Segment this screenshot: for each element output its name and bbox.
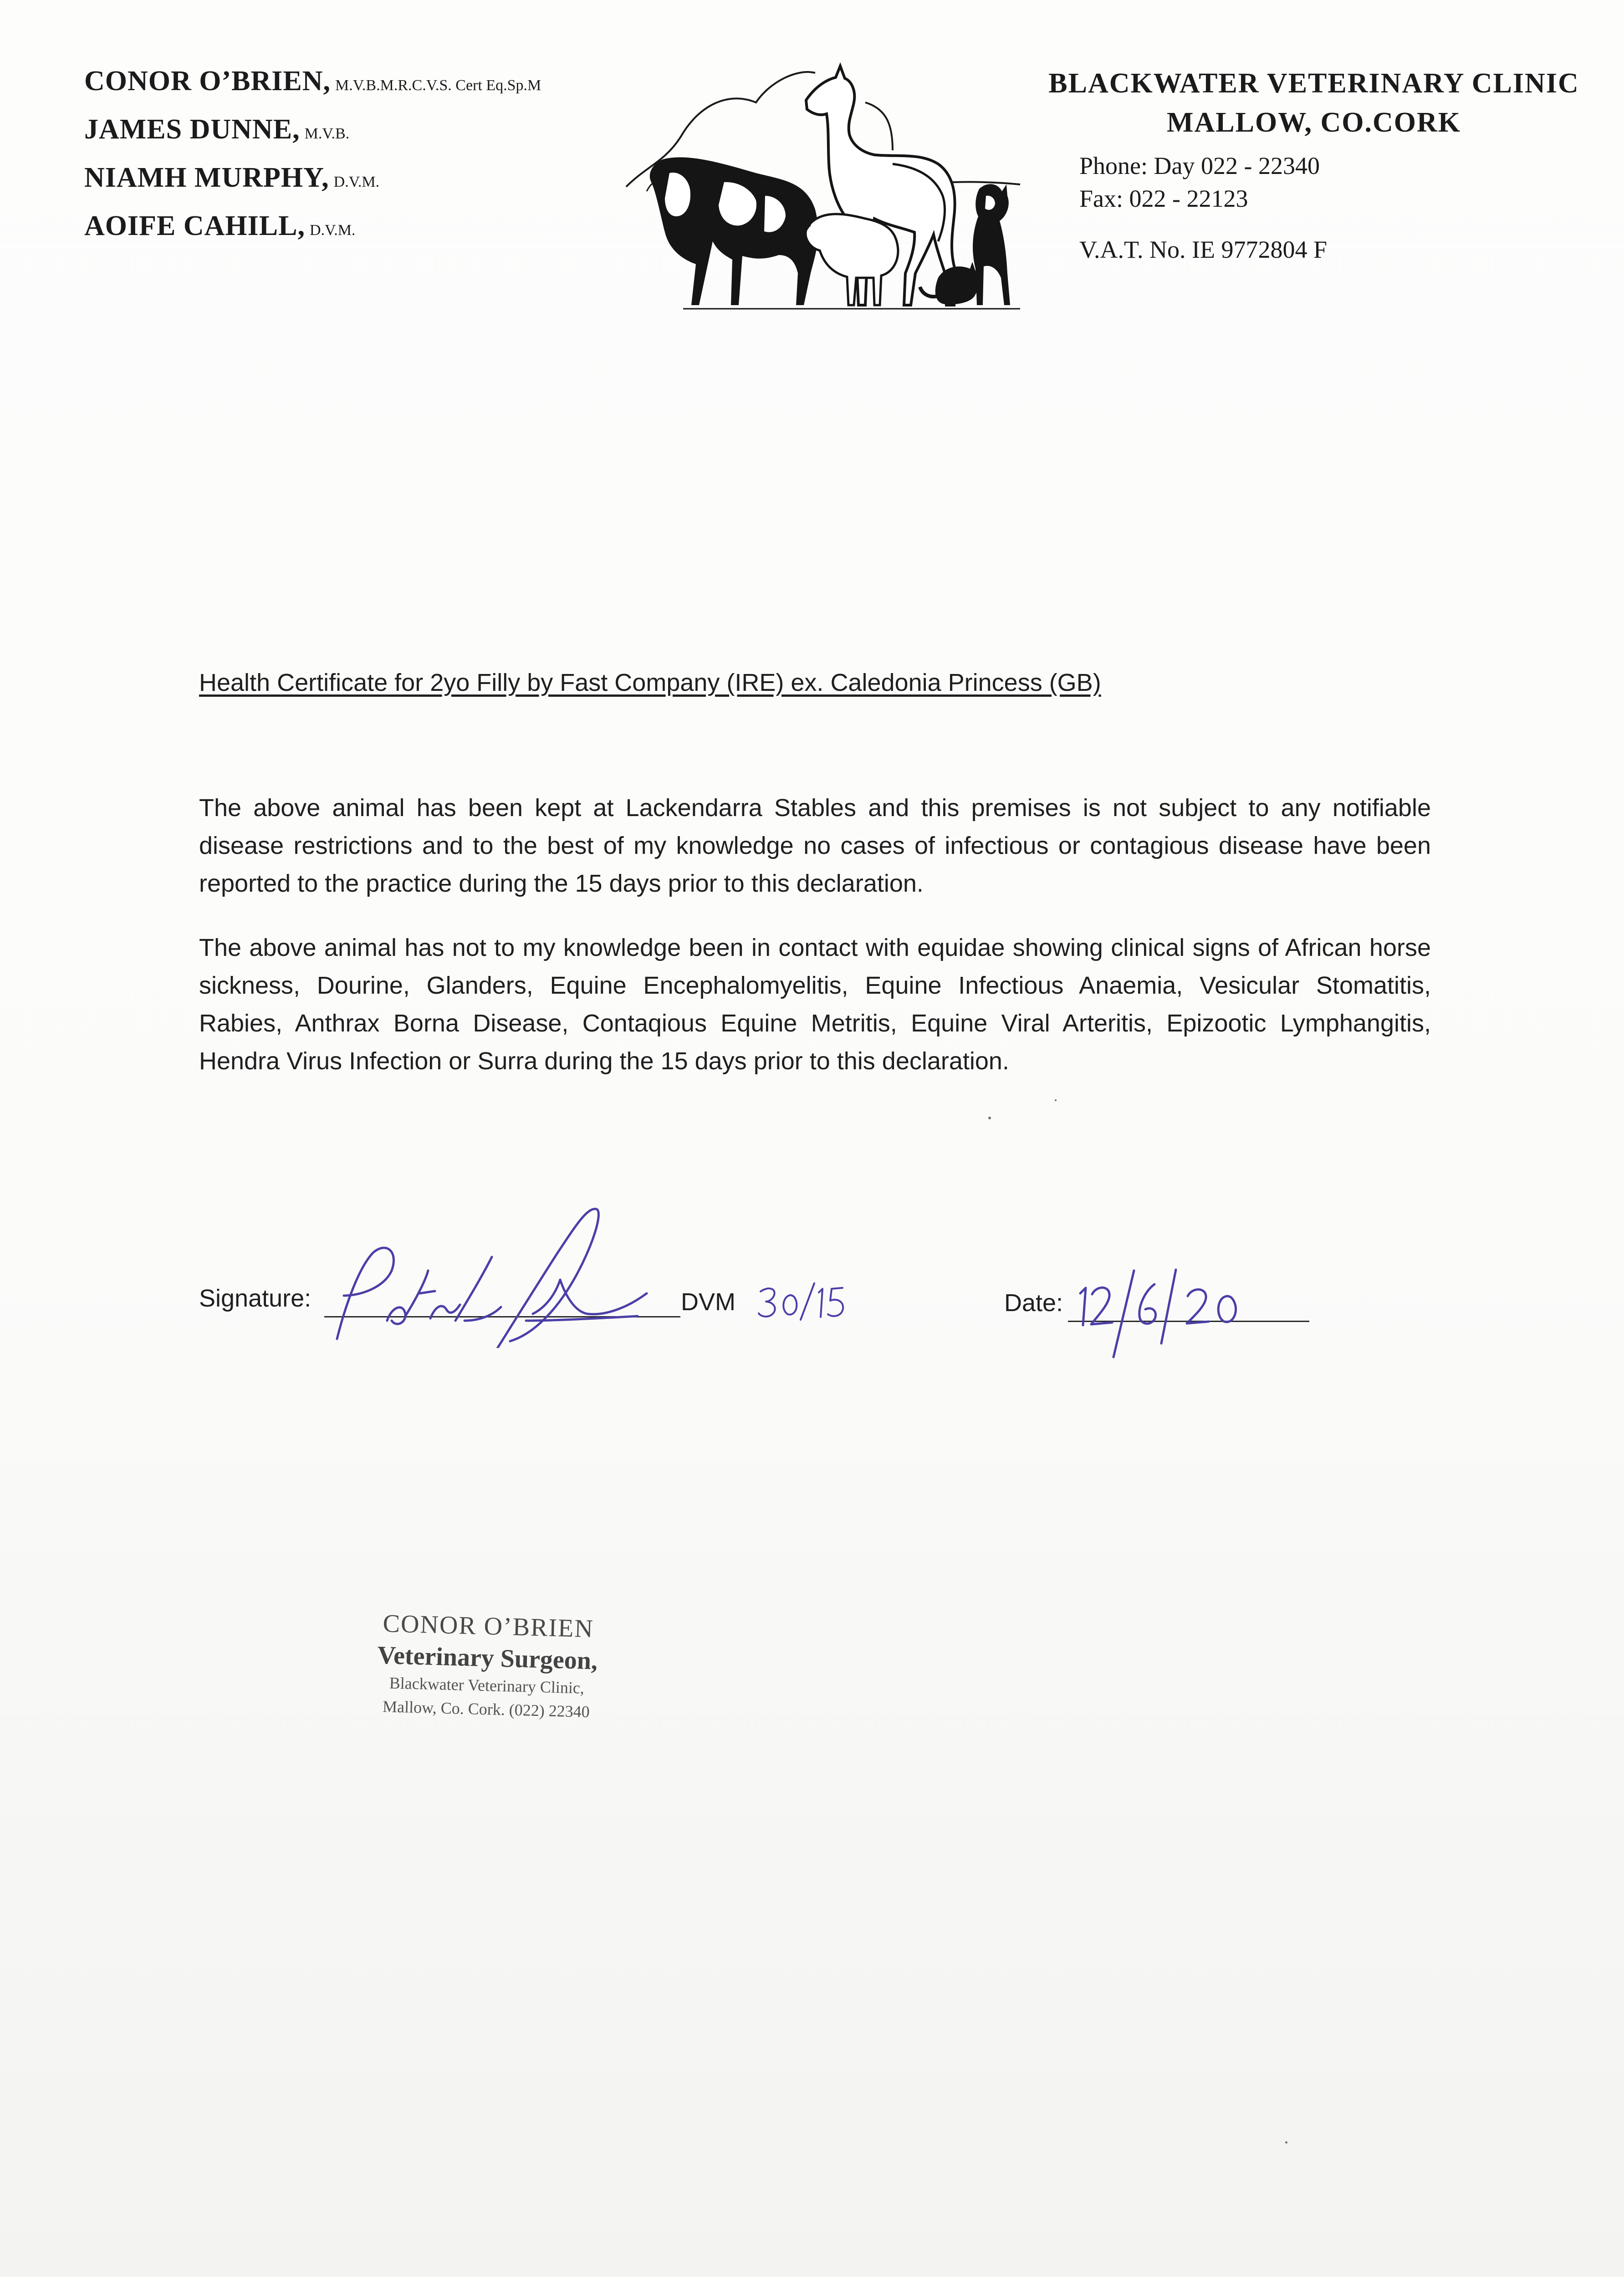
paper-speck	[1055, 1099, 1057, 1101]
stamp-name: CONOR O’BRIEN	[382, 1609, 594, 1644]
signature-label: Signature:	[199, 1285, 312, 1312]
clinic-vat: V.A.T. No. IE 9772804 F	[1079, 236, 1328, 263]
vet-qualification: M.V.B.M.R.C.V.S. Cert Eq.Sp.M	[335, 77, 541, 94]
vet-name: AOIFE CAHILL,	[84, 210, 305, 241]
vet-entry	[84, 153, 658, 202]
vet-name: CONOR O’BRIEN,	[84, 66, 331, 97]
vets-list	[84, 57, 658, 250]
vet-name: JAMES DUNNE,	[84, 114, 300, 145]
clinic-phone: Phone: Day 022 - 22340	[1079, 152, 1320, 179]
veterinary-stamp	[345, 1606, 630, 1725]
handwritten-dvm-number	[755, 1279, 846, 1329]
vet-entry	[84, 57, 658, 105]
clinic-details	[1025, 64, 1612, 266]
vet-name: NIAMH MURPHY,	[84, 162, 329, 193]
certificate-title: Health Certificate for 2yo Filly by Fast Company (IRE) ex. Caledonia Princess (GB)	[199, 669, 1101, 696]
declaration-paragraph: The above animal has been kept at Lackendarra Stables and this premises is not subject to any notifiable disease restrictions and to the best of my knowledge no cases of infectious or contagious disease have been reported to the practice during the 15 days prior to this declaration.	[199, 794, 1431, 897]
handwritten-date	[1070, 1266, 1261, 1362]
vet-qualification: M.V.B.	[304, 125, 350, 142]
vet-qualification: D.V.M.	[333, 174, 380, 190]
paper-speck	[988, 1117, 991, 1119]
animals-silhouette-logo-icon	[619, 59, 1029, 323]
vet-entry	[84, 202, 658, 250]
clinic-fax: Fax: 022 - 22123	[1079, 185, 1248, 212]
handwritten-signature	[319, 1184, 665, 1348]
stamp-practice: Blackwater Veterinary Clinic,	[389, 1674, 585, 1697]
declaration-paragraph: The above animal has not to my knowledge been in contact with equidae showing clinical signs of African horse sickness, Dourine, Glanders, Equine Encephalomyelitis, Equine Infectious Anaemia, Vesicular Stomatitis, Rabies, Anthrax Borna Disease, Contaqious Equine Metritis, Equine Viral Arteritis, Epizootic Lymphangitis, Hendra Virus Infection or Surra during the 15 days prior to this declaration.	[199, 934, 1431, 1075]
dvm-label: DVM	[681, 1288, 735, 1316]
clinic-name: BLACKWATER VETERINARY CLINIC	[1048, 68, 1579, 99]
date-label: Date:	[1004, 1289, 1063, 1317]
vet-qualification: D.V.M.	[309, 222, 356, 239]
stamp-role: Veterinary Surgeon,	[377, 1641, 598, 1675]
clinic-town: MALLOW, CO.CORK	[1166, 107, 1461, 138]
vet-entry	[84, 105, 658, 153]
paper-speck	[1285, 2141, 1287, 2144]
stamp-address: Mallow, Co. Cork. (022) 22340	[382, 1697, 590, 1721]
